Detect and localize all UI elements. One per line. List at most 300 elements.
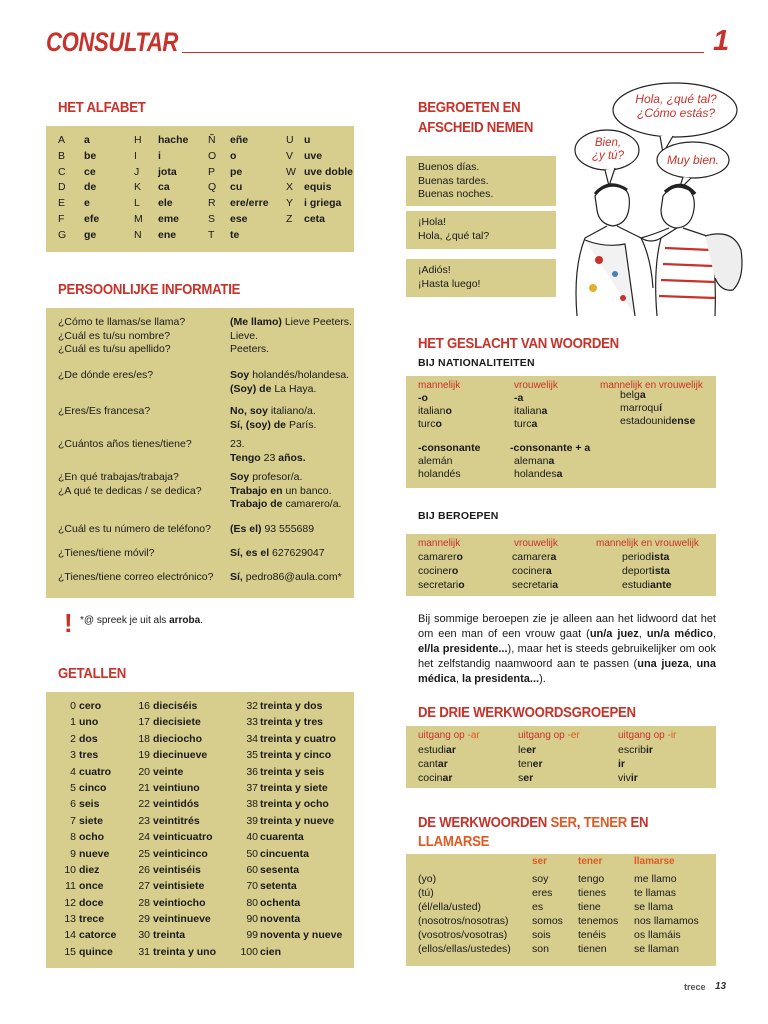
ww-header: tener [578,856,603,867]
nat-fem-cons-stem: aleman [514,455,549,467]
alfabet-letter-name: i griega [304,197,342,210]
ww-cell-tener: tenéis [578,929,607,941]
number-digit: 3 [70,749,76,762]
ber-item [512,565,552,577]
getallen-number-col [54,698,76,960]
number-word: ocho [79,831,105,844]
werkwoorden-title-1 [418,813,648,832]
alfabet-letter-name: be [84,149,97,162]
alfabet-name-col [304,133,353,228]
ber-item-ending: ista [651,565,670,577]
ber-item [418,565,458,577]
alfabet-letter: N [134,228,142,241]
warning-icon: ! [64,608,73,638]
number-word: veintiuno [153,781,200,794]
note-prefix: *@ spreek je uit als [80,615,170,626]
nat-masc [418,392,428,404]
paragraph-segment: el/la presidente... [418,643,508,655]
number-digit: 100 [240,945,258,958]
ber-item [512,551,556,563]
ww-cell-ser: son [532,943,549,955]
ber-item [622,565,670,577]
footer-word: trece [684,982,706,992]
nat-both [620,389,646,401]
wg-verb-stem: cocin [418,772,443,784]
pinfo-answer: Lieve. [230,329,259,342]
number-word: catorce [79,929,117,942]
page-title: CONSULTAR [46,27,179,57]
chapter-number: 1 [713,25,730,57]
alfabet-letter-name: uve [304,149,323,162]
ww-cell-llamarse: me llamo [634,873,677,885]
alfabet-letter-name: ese [230,212,248,225]
pinfo-question-group [58,471,202,498]
werkwoordsgroepen-box [406,726,716,788]
note-suffix: . [200,615,203,626]
number-digit: 0 [70,700,76,712]
ww-cell-llamarse: se llaman [634,943,679,955]
number-digit: 39 [246,814,258,827]
number-word: doce [79,896,104,909]
nat-fem-stem: -a [514,392,524,404]
ww-cell-llamarse: nos llamamos [634,915,699,927]
alfabet-letter-name: ene [158,228,177,241]
alfabet-letter-name: pe [230,165,243,178]
beroepen-box [406,534,716,596]
wg-verb-stem: le [518,744,527,756]
alfabet-letter-name: efe [84,212,100,225]
wg-header-ending: -ar [467,730,480,741]
alfabet-box [46,126,354,252]
number-digit: 17 [138,716,150,729]
number-digit: 5 [70,781,76,794]
number-digit: 2 [70,732,76,745]
number-digit: 23 [138,814,150,827]
pinfo-question: ¿Cuál es tu número de teléfono? [58,523,211,535]
wg-verb-stem: cant [418,758,438,770]
alfabet-name-col [158,133,188,244]
pinfo-question: ¿Cuál es tu/su nombre? [58,329,171,342]
ber-item-stem: deport [622,565,652,577]
number-digit: 34 [246,732,258,745]
getallen-box [46,692,354,968]
alfabet-letter: A [58,134,66,146]
number-word: veinticuatro [153,831,213,844]
pinfo-question-group [58,547,154,561]
wg-verb [418,744,456,756]
bubble1-line2: ¿Cómo estás? [636,106,716,120]
paragraph-segment: la presidenta... [462,673,540,685]
wg-verb-stem: escrib [618,744,647,756]
number-word: once [79,880,104,893]
alfabet-letter-name: u [304,134,311,146]
pinfo-answer: No, soy italiano/a. [230,405,316,417]
number-digit: 4 [70,765,76,778]
geslacht-paragraph [418,612,716,687]
nat-header: vrouwelijk [514,380,558,391]
pinfo-answer-group [230,547,325,561]
number-digit: 80 [246,896,258,909]
number-digit: 27 [138,880,150,893]
nat-fem [514,392,523,404]
number-word: cien [260,945,282,958]
nat-fem [514,405,547,417]
number-word: treinta y uno [153,945,217,958]
ww-cell-ser: soy [532,873,549,885]
pinfo-question: ¿Tienes/tiene correo electrónico? [58,571,214,583]
ww-cell-tener: tiene [578,901,601,913]
speech-bubble-1 [622,92,730,120]
wg-verb-stem: s [518,772,524,784]
pinfo-question: ¿De dónde eres/es? [58,369,154,381]
ber-item [622,551,669,563]
number-digit: 70 [246,880,258,893]
geslacht-sub-1: BIJ NATIONALITEITEN [418,357,535,369]
begroeten-title-1: BEGROETEN EN [418,99,521,116]
ber-item-stem: camarer [512,551,551,563]
number-word: uno [79,716,99,729]
ber-item [418,551,463,563]
getallen-title: GETALLEN [58,665,127,682]
alfabet-letter-name: de [84,181,97,194]
pinfo-answer-group [230,571,342,585]
pinfo-answer: Soy holandés/holandesa. [230,369,350,381]
pinfo-answer: (Es el) 93 555689 [230,523,315,535]
number-digit: 8 [70,831,76,844]
wg-header-text: uitgang op [518,730,568,741]
alfabet-letter: W [286,165,296,178]
ww-cell-pronouns: (yo) [418,873,437,885]
number-digit: 40 [246,831,258,844]
ww-cell-pronouns: (tú) [418,887,434,899]
nat-header: mannelijk [418,380,461,391]
begroeten-title-2: AFSCHEID NEMEN [418,119,534,136]
alfabet-letter: Ñ [208,134,216,146]
alfabet-letter-name: ere/erre [230,197,269,210]
nat-fem-cons [514,455,554,467]
number-digit: 21 [138,781,150,794]
nat-fem-cons-stem: holandes [514,468,557,480]
alfabet-letter-name: ge [84,228,97,241]
number-word: setenta [260,880,297,893]
ww-cell-tener: tenemos [578,915,619,927]
number-word: veinticinco [153,847,208,860]
number-digit: 29 [138,913,150,926]
pinfo-question-group [58,438,192,452]
number-word: treinta y dos [260,700,323,712]
pinfo-answer-group [230,438,306,465]
number-word: diez [79,863,100,876]
pinfo-answer: Trabajo de camarero/a. [230,498,342,510]
alfabet-letter: G [58,228,67,241]
ber-item-stem: secretari [418,579,459,591]
wg-verb-ending: er [523,772,534,784]
ber-item-stem: secretari [512,579,553,591]
nat-both-ending: a [639,389,646,401]
number-word: veinte [153,765,184,778]
alfabet-letter: Z [286,212,293,225]
speech-bubble-3 [658,153,728,167]
nationaliteiten-box [406,376,716,488]
ber-item [622,579,672,591]
paragraph-segment: ), maar het is steeds gebruikelijker om ook het zelfstandig naamwoord aan te passen ( [418,643,716,670]
alfabet-letter: B [58,149,66,162]
wg-verb-stem: ten [518,758,533,770]
pinfo-question: ¿En qué trabajas/trabaja? [58,471,179,483]
number-digit: 18 [138,732,150,745]
geslacht-title: HET GESLACHT VAN WOORDEN [418,335,619,352]
number-word: ochenta [260,896,301,909]
pinfo-answer: 23. [230,438,245,450]
number-digit: 9 [70,847,76,860]
number-word: treinta y nueve [260,814,335,827]
pinfo-answer: Sí, es el 627629047 [230,547,325,559]
number-word: dieciocho [153,732,203,745]
alfabet-name-col [230,133,269,244]
nat-both-stem: marroqu [620,402,660,414]
number-word: treinta y siete [260,781,328,794]
alfabet-letter-name: eñe [230,134,249,146]
greeting-line: Buenas tardes. [418,174,489,187]
number-word: veintinueve [153,913,211,926]
wg-verb-ending: ir [646,744,654,756]
paragraph-segment: una médica [418,658,716,685]
note-bold: arroba [169,615,201,626]
arroba-note [80,615,203,626]
number-word: quince [79,945,113,958]
wg-verb-ending: er [532,758,543,770]
alfabet-letter: V [286,149,294,162]
number-digit: 99 [246,929,258,942]
number-digit: 37 [246,781,258,794]
nat-both-ending: í [659,402,663,414]
pinfo-question: ¿A qué te dedicas / se dedica? [58,484,202,497]
getallen-number-col [124,698,150,960]
number-digit: 33 [246,716,258,729]
pinfo-answer-group [230,405,316,432]
persoonlijk-title: PERSOONLIJKE INFORMATIE [58,281,241,298]
pinfo-answer: Tengo 23 años. [230,451,306,464]
bubble1-line1: Hola, ¿qué tal? [635,92,717,106]
paragraph-segment: , [638,628,647,640]
wg-verb [618,772,638,784]
bubble2-line2: ¿y tú? [592,150,624,162]
greeting-box-1 [406,156,556,206]
wg-header-text: uitgang op [418,730,468,741]
wg-header-ending: -er [567,730,580,741]
alfabet-title: HET ALFABET [58,99,146,116]
wg-verb [618,744,653,756]
pinfo-answer: Trabajo en un banco. [230,484,332,497]
alfabet-letter-name: cu [230,181,243,194]
greeting-line: ¡Adiós! [418,264,451,276]
pinfo-answer: Soy profesor/a. [230,471,303,483]
greeting-line: Buenas noches. [418,188,494,200]
werkwoordsgroepen-title: DE DRIE WERKWOORDSGROEPEN [418,704,636,721]
ww-cell-llamarse: se llama [634,901,674,913]
persoonlijk-box [46,308,354,598]
number-word: nueve [79,847,110,860]
wg-header-text: uitgang op [618,730,668,741]
ber-item-ending: ante [650,579,672,591]
ww-cell-ser: eres [532,887,553,899]
alfabet-letter: J [134,165,140,178]
paragraph-segment: , [455,673,463,685]
alfabet-letter: O [208,149,217,162]
number-digit: 11 [65,880,76,893]
number-word: veintiséis [153,863,201,876]
nat-masc-stem: italian [418,405,446,417]
wg-header [618,730,676,741]
paragraph-segment: , [712,628,716,640]
wg-verb [518,758,543,770]
ber-item-stem: cociner [418,565,452,577]
ww-title-ser: SER [550,814,577,831]
alfabet-letter-name: ce [84,165,96,178]
number-word: treinta y seis [260,765,325,778]
number-digit: 10 [64,863,76,876]
paragraph-segment: una jueza [637,658,689,670]
number-digit: 16 [138,700,150,712]
ww-cell-tener: tengo [578,873,605,885]
number-digit: 1 [70,716,76,729]
ber-item-stem: period [622,551,652,563]
number-digit: 14 [64,929,76,942]
pinfo-answer: Sí, pedro86@aula.com* [230,571,342,583]
bubble3-line1: Muy bien. [666,153,720,167]
wg-header [518,730,580,741]
alfabet-letter-name: ca [158,181,170,194]
number-word: cincuenta [260,847,310,860]
nat-header: mannelijk en vrouwelijk [600,380,703,391]
pinfo-answer: Peeters. [230,343,270,355]
ww-cell-pronouns: (ellos/ellas/ustedes) [418,943,511,955]
pinfo-question-group [58,571,213,585]
number-digit: 50 [246,847,258,860]
number-word: tres [79,749,99,762]
number-digit: 60 [246,863,258,876]
wg-verb-ending: er [526,744,537,756]
greeting-line: Buenos días. [418,161,480,173]
wg-verb-ending: ar [437,758,448,770]
number-digit: 15 [64,945,76,958]
alfabet-letter: E [58,197,66,210]
nat-masc [418,405,452,417]
paragraph-segment: ). [539,673,546,685]
alfabet-letter: U [286,134,294,146]
alfabet-name-col [84,133,99,244]
number-digit: 25 [138,847,150,860]
number-word: veintisiete [153,880,205,893]
wg-header-ending: -ir [667,730,677,741]
number-digit: 19 [138,749,150,762]
ww-title-en: EN [627,814,649,831]
alfabet-letter-name: e [84,197,90,210]
number-word: treinta y cuatro [260,732,336,745]
nat-both [620,415,695,427]
alfabet-letter: L [134,197,140,210]
pinfo-answer-group [230,523,314,537]
number-word: dieciséis [153,700,198,712]
wg-verb [418,758,448,770]
paragraph-segment: , [688,658,697,670]
ww-cell-tener: tienen [578,943,607,955]
number-word: veintiocho [153,896,206,909]
greeting-box-2 [406,211,556,249]
pinfo-answer: (Soy) de La Haya. [230,382,317,395]
wg-verb-ending: ar [442,772,453,784]
getallen-word-col [260,698,342,960]
alfabet-letter: I [134,149,137,162]
pinfo-answer-group [230,316,352,357]
bubble2-line1: Bien, [594,137,622,149]
nat-masc-ending: o [435,418,442,430]
alfabet-letter: H [134,134,142,146]
ber-item-ending: o [458,579,465,591]
number-word: treinta y ocho [260,798,329,811]
getallen-number-col [234,698,258,960]
ber-item-stem: cociner [512,565,546,577]
alfabet-letter-name: eme [158,212,180,225]
nat-fem-ending: a [541,405,548,417]
number-digit: 22 [138,798,150,811]
number-digit: 35 [246,749,258,762]
pinfo-answer: Sí, (soy) de París. [230,418,317,431]
number-word: noventa y nueve [260,929,343,942]
number-word: treinta y tres [260,716,324,729]
alfabet-letter-name: a [84,134,90,146]
pinfo-question: ¿Eres/Es francesa? [58,405,151,417]
wg-verb [618,758,625,770]
speech-bubble-2 [582,137,634,163]
ber-item-ending: a [550,551,557,563]
ww-cell-tener: tienes [578,887,607,899]
alfabet-letter: T [208,228,215,241]
ber-item-stem: camarer [418,551,457,563]
number-word: cuarenta [260,831,304,844]
alfabet-letter: X [286,181,294,194]
alfabet-letter-name: o [230,149,237,162]
wg-verb-stem: viv [618,772,631,784]
alfabet-letter: R [208,197,216,210]
alfabet-letter: C [58,165,66,178]
number-word: dos [79,732,98,745]
paragraph-segment: un/a médico [646,628,713,640]
getallen-word-col [153,698,216,960]
nat-fem-cons [514,468,562,480]
ww-header: llamarse [634,856,675,867]
ber-item [512,579,558,591]
greeting-box-3 [406,259,556,297]
number-word: cinco [79,781,107,794]
alfabet-letter: K [134,181,142,194]
ww-cell-llamarse: os llamáis [634,929,681,941]
number-digit: 90 [246,913,258,926]
number-word: seis [79,798,100,811]
nat-fem-stem: italian [514,405,542,417]
ber-item-ending: o [451,565,459,577]
getallen-word-col [79,698,116,960]
wg-verb [418,772,452,784]
nat-masc [418,418,442,430]
number-digit: 28 [138,896,150,909]
number-digit: 26 [138,863,150,876]
number-word: diecinueve [153,749,208,762]
ber-item-ending: a [552,579,559,591]
greeting-line: ¡Hasta luego! [418,277,481,290]
number-digit: 6 [70,798,76,811]
alfabet-letter-name: hache [158,134,189,146]
